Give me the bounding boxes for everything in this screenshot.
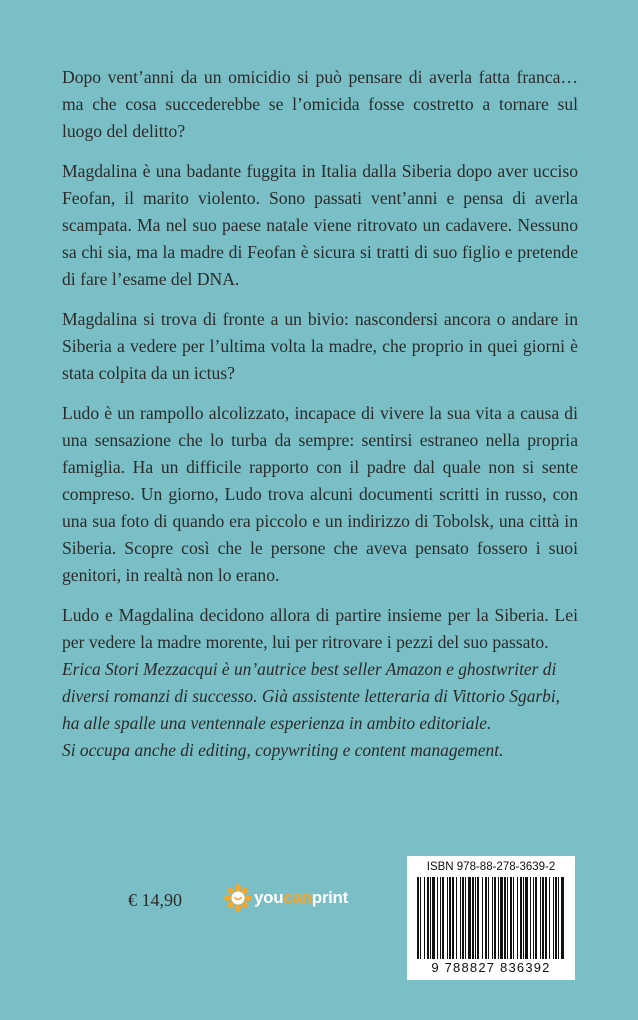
sunflower-icon (224, 884, 252, 912)
isbn-barcode (407, 856, 575, 980)
blurb-paragraph-4: Ludo è un rampollo alcolizzato, incapace di vivere la sua vita a causa di una sensazione che lo turba da sempre: sentirsi estraneo nella propria famiglia. Ha un difficile rapporto con il padre dal quale non si sente compreso. Un giorno, Ludo trova alcuni documenti scritti in russo, con una sua foto di quando era piccolo e un indirizzo di Tobolsk, una città in Siberia. Scopre così che le persone che aveva pensato fossero i suoi genitori, in realtà non lo erano. (62, 403, 578, 585)
blurb-paragraph-2: Magdalina è una badante fuggita in Italia dalla Siberia dopo aver ucciso Feofan, il marito violento. Sono passati vent’anni e pensa di averla scampata. Ma nel suo paese natale viene ritrovato un cadavere. Nessuno sa chi sia, ma la madre di Feofan è sicura si tratti di suo figlio e pretende di fare l’esame del DNA. (62, 161, 578, 289)
author-bio-line-3: ha alle spalle una ventennale esperienza in ambito editoriale. (62, 713, 492, 733)
publisher-name-you: you (254, 888, 284, 907)
blurb-paragraph-1: Dopo vent’anni da un omicidio si può pensare di averla fatta franca… ma che cosa succederebbe se l’omicida fosse costretto a tornare sul luogo del delitto? (62, 67, 578, 141)
author-bio (62, 656, 582, 764)
publisher-logo (224, 884, 348, 912)
author-bio-line-4: Si occupa anche di editing, copywriting e content management. (62, 740, 504, 760)
price: € 14,90 (128, 890, 182, 910)
publisher-name-print: print (311, 888, 349, 907)
author-bio-line-2: diversi romanzi di successo. Già assistente letteraria di Vittorio Sgarbi, (62, 686, 561, 706)
ean-number: 9 788827 836392 (431, 960, 551, 975)
barcode-bars (415, 877, 567, 959)
isbn-label: ISBN 978-88-278-3639-2 (426, 861, 556, 873)
blurb (62, 64, 578, 669)
author-bio-line-1: Erica Stori Mezzacqui è un’autrice best seller Amazon e ghostwriter di (62, 659, 557, 679)
publisher-name (254, 888, 348, 908)
blurb-paragraph-5: Ludo e Magdalina decidono allora di partire insieme per la Siberia. Lei per vedere la madre morente, lui per ritrovare i pezzi del suo passato. (62, 605, 578, 652)
publisher-name-can: can (283, 888, 312, 907)
blurb-paragraph-3: Magdalina si trova di fronte a un bivio: nascondersi ancora o andare in Siberia a vedere per l’ultima volta la madre, che proprio in quei giorni è stata colpita da un ictus? (62, 309, 578, 383)
